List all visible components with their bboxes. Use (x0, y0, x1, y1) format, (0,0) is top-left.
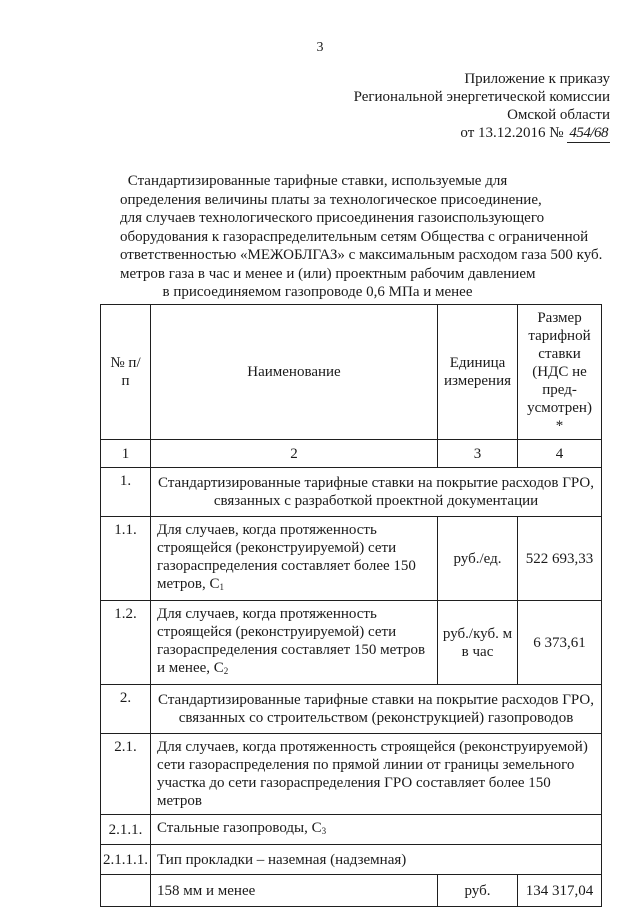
row-number (101, 875, 151, 907)
row-unit: руб./куб. м в час (438, 601, 518, 685)
row-name (151, 815, 602, 845)
column-number: 1 (101, 440, 151, 468)
row-name-subscript: 3 (321, 826, 327, 836)
table-row (101, 601, 602, 685)
row-name-text: Для случаев, когда протяженность строящейся (реконструируемой) сети газораспределения составляет более 150 метров, С (157, 522, 416, 592)
header-name: Наименование (151, 305, 438, 440)
row-number: 1.1. (101, 517, 151, 601)
header-unit: Единица измерения (438, 305, 518, 440)
table-row (101, 815, 602, 845)
header-num: № п/п (101, 305, 151, 440)
row-rate: 6 373,61 (518, 601, 602, 685)
header-rate: Размер тарифной ставки (НДС не пред-усмотрен) * (518, 305, 602, 440)
page-number: 3 (316, 40, 324, 55)
order-number: 454/68 (569, 125, 608, 141)
row-name: Для случаев, когда протяженность строящейся (реконструируемой) сети газораспределения по прямой линии от границы земельного участка до сети газораспределения ГРО составляет более 150 метров (151, 734, 602, 815)
row-name-subscript: 1 (219, 582, 224, 592)
approval-line: Региональной энергетической комиссии (353, 89, 610, 105)
row-rate: 522 693,33 (518, 517, 602, 601)
table-row (101, 468, 602, 517)
approval-date: от 13.12.2016 № (460, 125, 564, 141)
row-number: 1. (101, 468, 151, 517)
title-line: оборудования к газораспределительным сетям Общества с ограниченной (120, 228, 589, 245)
title-line: в присоединяемом газопроводе 0,6 МПа и менее (162, 284, 473, 300)
title-line: ответственностью «МЕЖОБЛГАЗ» с максимальным расходом газа 500 куб. (120, 247, 603, 263)
row-name (151, 601, 438, 685)
row-name: 158 мм и менее (151, 875, 438, 907)
table-row (101, 685, 602, 734)
section-heading: Стандартизированные тарифные ставки на покрытие расходов ГРО, связанных со строительством (реконструкцией) газопроводов (151, 685, 602, 734)
table-row (101, 734, 602, 815)
table-row (101, 875, 602, 907)
table-header-row (101, 305, 602, 440)
row-name-text: Стальные газопроводы, С (157, 820, 322, 836)
order-number-underline (567, 124, 610, 143)
table-row (101, 517, 602, 601)
row-number: 1.2. (101, 601, 151, 685)
row-number: 2.1.1.1. (101, 845, 151, 875)
table-row (101, 845, 602, 875)
column-number: 2 (151, 440, 438, 468)
title-line: метров газа в час и менее и (или) проектным рабочим давлением (120, 265, 536, 282)
row-number: 2. (101, 685, 151, 734)
document-title (120, 172, 603, 302)
column-number: 4 (518, 440, 602, 468)
approval-date-line (250, 124, 610, 143)
row-name-subscript: 2 (223, 666, 229, 676)
row-unit: руб./ед. (438, 517, 518, 601)
row-name (151, 517, 438, 601)
row-number: 2.1. (101, 734, 151, 815)
section-heading: Стандартизированные тарифные ставки на покрытие расходов ГРО, связанных с разработкой проектной документации (151, 468, 602, 517)
row-number: 2.1.1. (101, 815, 151, 845)
title-line: определения величины платы за технологическое присоединение, (120, 191, 542, 208)
approval-block (250, 70, 610, 143)
row-rate: 134 317,04 (518, 875, 602, 907)
column-number-row (101, 440, 602, 468)
column-number: 3 (438, 440, 518, 468)
tariff-table (100, 304, 602, 907)
title-line: для случаев технологического присоединения газоиспользующего (120, 210, 545, 226)
row-name: Тип прокладки – наземная (надземная) (151, 845, 602, 875)
row-name-text: Для случаев, когда протяженность строящейся (реконструируемой) сети газораспределения составляет 150 метров и менее, С (157, 606, 426, 676)
row-unit: руб. (438, 875, 518, 907)
approval-line: Приложение к приказу (464, 71, 610, 87)
approval-line: Омской области (507, 107, 610, 123)
title-line: Стандартизированные тарифные ставки, используемые для (127, 173, 508, 189)
